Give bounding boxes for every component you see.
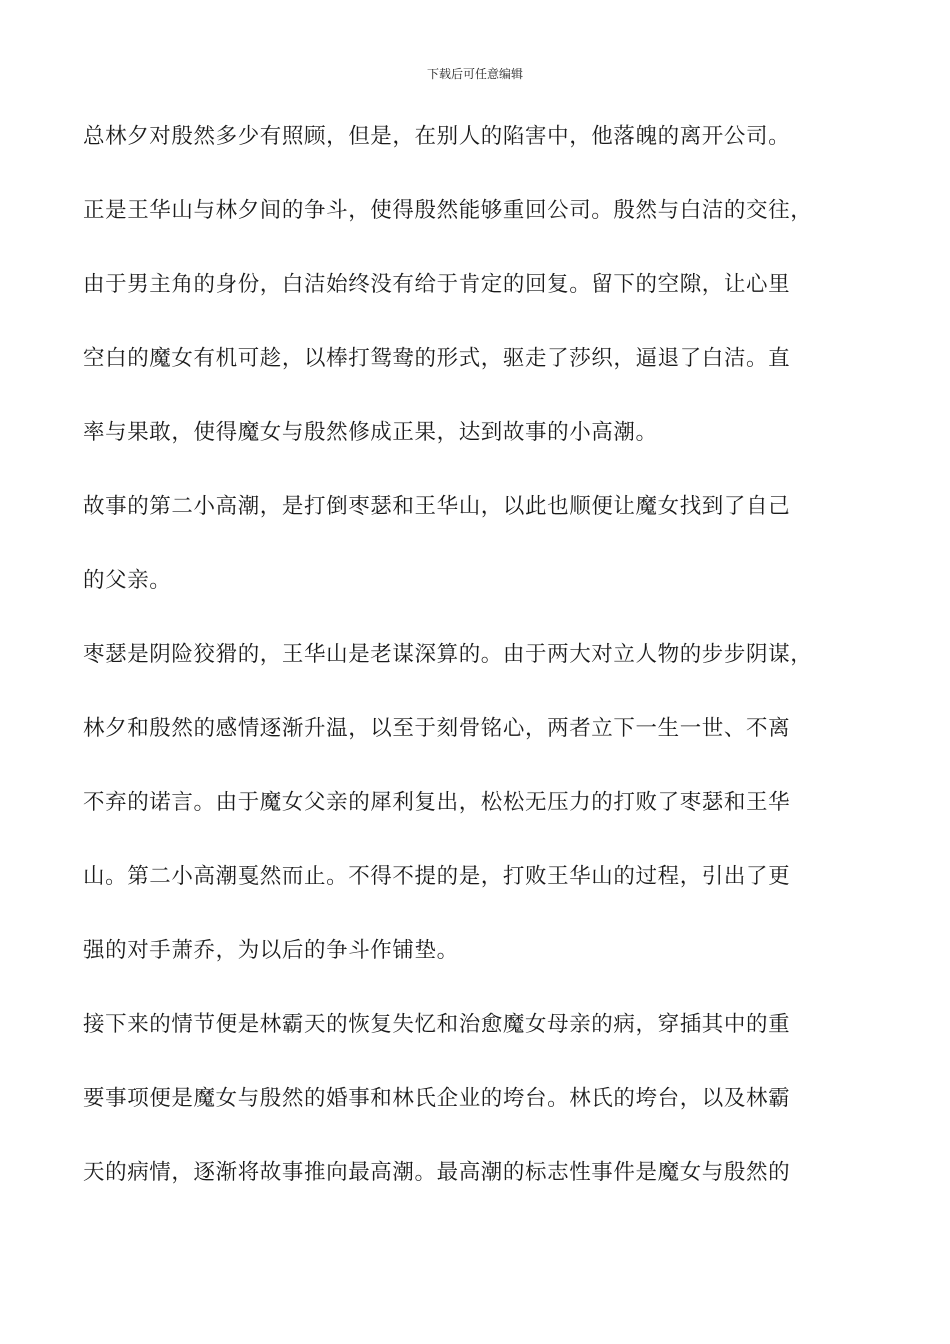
text-line: 林夕和殷然的感情逐渐升温，以至于刻骨铭心，两者立下一生一世、不离 xyxy=(83,716,791,741)
text-line: 强的对手萧乔，为以后的争斗作铺垫。 xyxy=(83,938,459,963)
text-line: 天的病情，逐渐将故事推向最高潮。最高潮的标志性事件是魔女与殷然的 xyxy=(83,1160,791,1185)
text-line: 正是王华山与林夕间的争斗，使得殷然能够重回公司。殷然与白洁的交往， xyxy=(83,198,813,223)
text-line: 接下来的情节便是林霸天的恢复失忆和治愈魔女母亲的病，穿插其中的重 xyxy=(83,1012,791,1037)
text-line: 空白的魔女有机可趁，以棒打鸳鸯的形式，驱走了莎织，逼退了白洁。直 xyxy=(83,346,791,371)
text-line: 要事项便是魔女与殷然的婚事和林氏企业的垮台。林氏的垮台，以及林霸 xyxy=(83,1086,791,1111)
text-line: 率与果敢，使得魔女与殷然修成正果，达到故事的小高潮。 xyxy=(83,420,658,445)
text-line: 故事的第二小高潮，是打倒枣瑟和王华山，以此也顺便让魔女找到了自己 xyxy=(83,494,791,519)
text-line: 枣瑟是阴险狡猾的，王华山是老谋深算的。由于两大对立人物的步步阴谋， xyxy=(83,642,813,667)
text-line: 不弃的诺言。由于魔女父亲的犀利复出，松松无压力的打败了枣瑟和王华 xyxy=(83,790,791,815)
text-line: 山。第二小高潮戛然而止。不得不提的是，打败王华山的过程，引出了更 xyxy=(83,864,791,889)
text-line: 的父亲。 xyxy=(83,568,172,593)
page-header: 下载后可任意编辑 xyxy=(426,67,523,81)
text-line: 由于男主角的身份，白洁始终没有给于肯定的回复。留下的空隙，让心里 xyxy=(83,272,791,297)
text-line: 总林夕对殷然多少有照顾，但是，在别人的陷害中，他落魄的离开公司。 xyxy=(83,124,791,149)
